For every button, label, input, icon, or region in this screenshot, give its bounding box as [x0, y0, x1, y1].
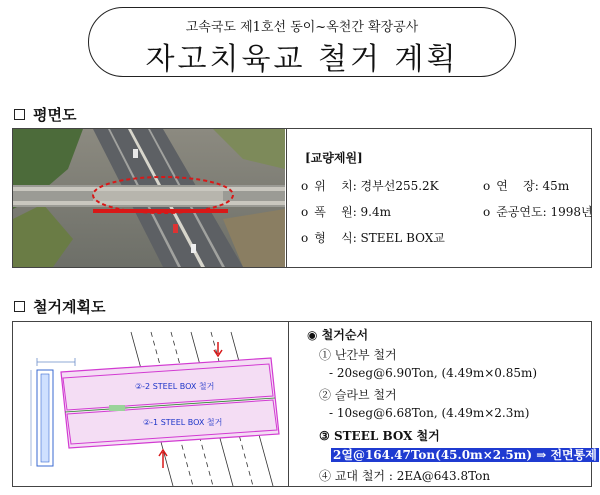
spec-location [301, 177, 439, 194]
spec-year-label: 준공연도 [496, 205, 543, 219]
checkbox-icon [14, 109, 25, 120]
bullet: o [301, 231, 309, 245]
step-3-detail [331, 446, 599, 463]
spec-length [483, 177, 569, 194]
step-1-detail: - 20seg@6.90Ton, (4.49m×0.85m) [329, 366, 538, 380]
demolition-steps [301, 322, 597, 486]
spec-length-value: : 45m [534, 179, 570, 193]
section-demolition-heading [14, 296, 105, 317]
aerial-photo [13, 129, 287, 267]
step-1-number: ① [319, 348, 332, 362]
step-2-number: ② [319, 388, 332, 402]
spec-type [301, 229, 445, 246]
bullet: o [483, 205, 491, 219]
section-plan-heading [14, 104, 76, 125]
spec-year-value: : 1998년 [542, 205, 593, 219]
step-3-title: STEEL BOX 철거 [333, 429, 440, 443]
step-4 [319, 467, 490, 484]
spec-location-label: 위 치 [314, 179, 353, 193]
step-4-number: ④ [319, 469, 332, 483]
step-1-title: 난간부 철거 [334, 348, 397, 362]
box1-label: ②-1 STEEL BOX 철거 [143, 418, 223, 427]
bullet: o [301, 179, 309, 193]
step-2-detail: - 10seg@6.68Ton, (4.49m×2.3m) [329, 406, 530, 420]
spec-type-value: : STEEL BOX교 [352, 231, 445, 245]
box2-label: ②-2 STEEL BOX 철거 [135, 382, 215, 391]
spec-length-label: 연 장 [496, 179, 535, 193]
spec-type-label: 형 식 [314, 231, 353, 245]
aerial-photo-image [13, 129, 285, 267]
section-demolition-label: 철거계획도 [33, 298, 106, 316]
step-2-title: 슬라브 철거 [334, 388, 397, 402]
spec-width [301, 203, 391, 220]
spec-year [483, 203, 593, 220]
demolition-drawing [13, 322, 289, 486]
step-2 [319, 386, 397, 403]
section-plan-label: 평면도 [33, 106, 77, 124]
project-subtitle: 고속국도 제1호선 동이~옥천간 확장공사 [185, 20, 419, 35]
bullet: o [301, 205, 309, 219]
plan-panel [12, 128, 592, 268]
step-3 [319, 427, 440, 444]
bullet: o [483, 179, 491, 193]
spec-location-value: : 경부선255.2K [352, 179, 439, 193]
checkbox-icon [14, 301, 25, 312]
spec-width-value: : 9.4m [352, 205, 392, 219]
step-3-number: ③ [319, 429, 330, 443]
bridge-spec-heading: [교량제원] [305, 151, 363, 165]
title-box [88, 7, 516, 77]
bridge-spec-block [297, 129, 591, 267]
steps-heading [307, 326, 368, 343]
step-1 [319, 346, 397, 363]
spec-width-label: 폭 원 [314, 205, 353, 219]
target-icon: ◉ [307, 328, 318, 342]
demolition-drawing-image [13, 322, 287, 486]
step-3-detail-highlight: 2열@164.47Ton(45.0m×2.5m) ⇒ 전면통제 [333, 448, 597, 462]
step-4-title: 교대 철거 : 2EA@643.8Ton [334, 469, 491, 483]
demolition-panel [12, 321, 597, 487]
steps-heading-label: 철거순서 [321, 328, 369, 342]
page-title: 자고치육교 철거 계획 [145, 42, 459, 77]
